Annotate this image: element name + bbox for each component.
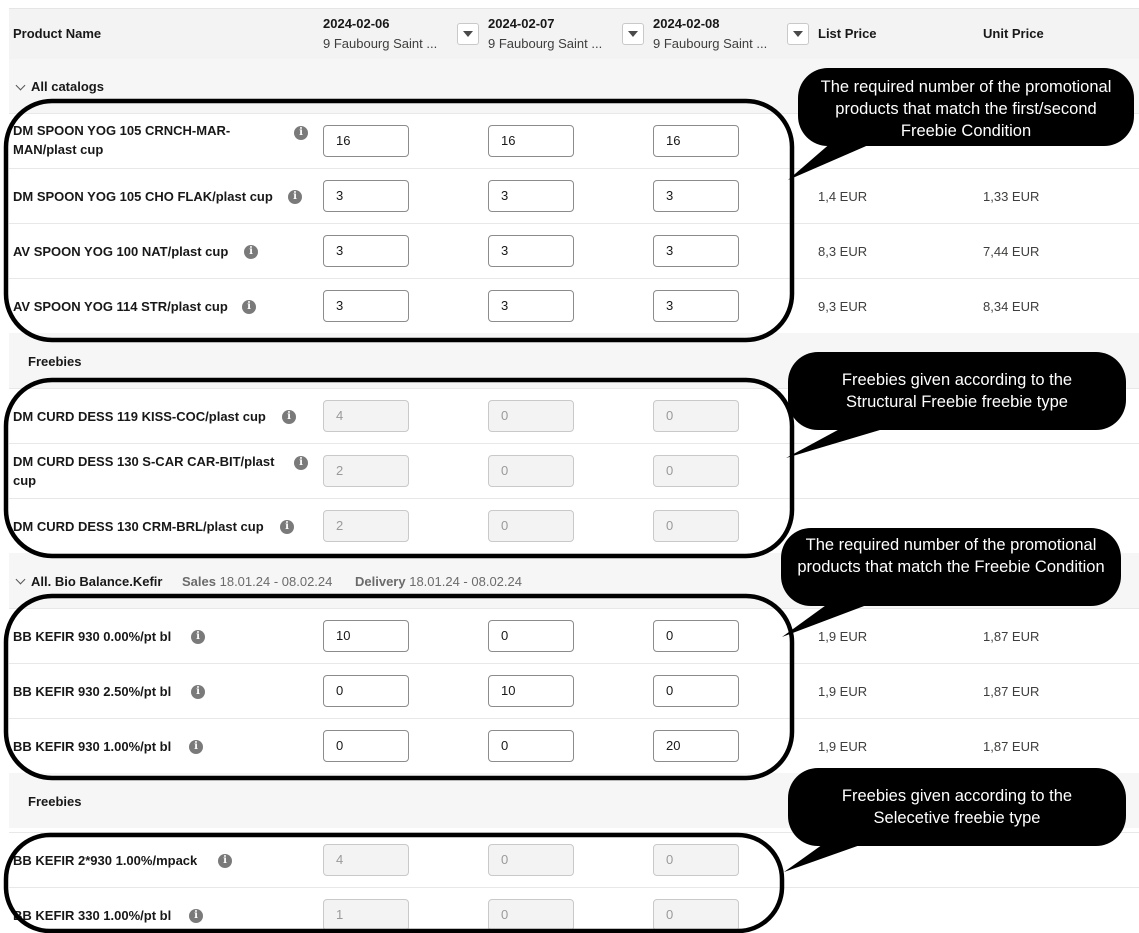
freebie-product-name: DM CURD DESS 119 KISS-COC/plast cup — [13, 409, 266, 424]
column-header-list-price[interactable]: List Price — [818, 26, 877, 41]
column-store-1: 9 Faubourg Saint ... — [323, 36, 438, 51]
product-name: BB KEFIR 930 1.00%/pt bl — [13, 739, 172, 754]
quantity-input[interactable]: 3 — [488, 180, 574, 212]
quantity-input[interactable]: 3 — [488, 235, 574, 267]
freebie-quantity-field: 4 — [323, 844, 409, 876]
freebie-quantity-field: 0 — [653, 400, 739, 432]
quantity-input[interactable]: 3 — [653, 180, 739, 212]
unit-price: 1,87 EUR — [983, 629, 1040, 644]
quantity-input[interactable]: 10 — [323, 620, 409, 652]
info-icon[interactable]: i — [191, 630, 205, 644]
freebie-quantity-field: 0 — [488, 899, 574, 931]
info-icon[interactable]: i — [294, 456, 308, 470]
quantity-input[interactable]: 0 — [653, 620, 739, 652]
freebie-quantity-field: 0 — [488, 844, 574, 876]
freebies-label: Freebies — [28, 354, 82, 369]
freebie-quantity-field: 0 — [653, 455, 739, 487]
list-price: 1,9 EUR — [818, 739, 868, 754]
product-name: AV SPOON YOG 100 NAT/plast cup — [13, 244, 229, 259]
info-icon[interactable]: i — [242, 300, 256, 314]
unit-price: 1,87 EUR — [983, 739, 1040, 754]
freebie-quantity-field: 0 — [488, 510, 574, 542]
quantity-input[interactable]: 20 — [653, 730, 739, 762]
annotation-callout: Freebies given according to the Structural Freebie freebie type — [788, 352, 1126, 430]
group-label-all-catalogs[interactable]: All catalogs — [31, 79, 104, 94]
quantity-input[interactable]: 0 — [323, 675, 409, 707]
freebie-quantity-field: 0 — [653, 510, 739, 542]
list-price: 1,9 EUR — [818, 629, 868, 644]
freebie-quantity-field: 0 — [488, 400, 574, 432]
annotation-outline — [6, 380, 792, 556]
product-name: DM SPOON YOG 105 CRNCH-MAR-MAN/plast cup — [13, 123, 231, 157]
quantity-input[interactable]: 16 — [653, 125, 739, 157]
freebie-quantity-field: 0 — [653, 844, 739, 876]
quantity-input[interactable]: 0 — [653, 675, 739, 707]
list-price: 9,3 EUR — [818, 299, 868, 314]
list-price: 1,4 EUR — [818, 189, 868, 204]
info-icon[interactable]: i — [282, 410, 296, 424]
freebie-quantity-field: 0 — [653, 899, 739, 931]
info-icon[interactable]: i — [191, 685, 205, 699]
quantity-input[interactable]: 3 — [323, 290, 409, 322]
delivery-label: Delivery — [355, 574, 406, 589]
freebie-product-name: DM CURD DESS 130 CRM-BRL/plast cup — [13, 519, 264, 534]
product-name: DM SPOON YOG 105 CHO FLAK/plast cup — [13, 189, 273, 204]
delivery-range: 18.01.24 - 08.02.24 — [409, 574, 522, 589]
product-name: AV SPOON YOG 114 STR/plast cup — [13, 299, 228, 314]
quantity-input[interactable]: 0 — [323, 730, 409, 762]
annotation-callout: The required number of the promotional products that match the Freebie Condition — [781, 528, 1121, 606]
freebie-product-name: BB KEFIR 2*930 1.00%/mpack — [13, 853, 198, 868]
product-name: BB KEFIR 930 2.50%/pt bl — [13, 684, 172, 699]
unit-price: 1,87 EUR — [983, 684, 1040, 699]
quantity-input[interactable]: 10 — [488, 675, 574, 707]
unit-price: 7,44 EUR — [983, 244, 1040, 259]
list-price: 8,3 EUR — [818, 244, 868, 259]
quantity-input[interactable]: 0 — [488, 620, 574, 652]
info-icon[interactable]: i — [218, 854, 232, 868]
sales-range: 18.01.24 - 08.02.24 — [219, 574, 333, 589]
quantity-input[interactable]: 0 — [488, 730, 574, 762]
freebie-product-name: BB KEFIR 330 1.00%/pt bl — [13, 908, 172, 923]
column-header-unit-price[interactable]: Unit Price — [983, 26, 1044, 41]
annotation-outline — [6, 596, 792, 778]
quantity-input[interactable]: 3 — [323, 235, 409, 267]
quantity-input[interactable]: 3 — [653, 235, 739, 267]
column-store-2: 9 Faubourg Saint ... — [488, 36, 603, 51]
freebie-quantity-field: 2 — [323, 455, 409, 487]
unit-price: 8,34 EUR — [983, 299, 1040, 314]
quantity-input[interactable]: 3 — [653, 290, 739, 322]
freebie-quantity-field: 2 — [323, 510, 409, 542]
info-icon[interactable]: i — [288, 190, 302, 204]
info-icon[interactable]: i — [189, 909, 203, 923]
product-name: BB KEFIR 930 0.00%/pt bl — [13, 629, 172, 644]
freebie-quantity-field: 0 — [488, 455, 574, 487]
info-icon[interactable]: i — [189, 740, 203, 754]
info-icon[interactable]: i — [280, 520, 294, 534]
freebie-quantity-field: 4 — [323, 400, 409, 432]
quantity-input[interactable]: 16 — [488, 125, 574, 157]
sales-label: Sales — [182, 574, 216, 589]
column-header-date-1: 2024-02-06 — [323, 16, 390, 31]
info-icon[interactable]: i — [244, 245, 258, 259]
annotation-outline — [6, 101, 792, 340]
column-header-date-2: 2024-02-07 — [488, 16, 555, 31]
quantity-input[interactable]: 3 — [323, 180, 409, 212]
annotation-callout: Freebies given according to the Selecetive freebie type — [788, 768, 1126, 846]
freebies-label: Freebies — [28, 794, 82, 809]
group-label-kefir[interactable]: All. Bio Balance.Kefir — [31, 574, 163, 589]
column-header-product-name[interactable]: Product Name — [13, 26, 102, 41]
freebie-product-name: DM CURD DESS 130 S-CAR CAR-BIT/plast cup — [13, 454, 275, 488]
unit-price: 1,33 EUR — [983, 189, 1040, 204]
freebie-quantity-field: 1 — [323, 899, 409, 931]
column-store-3: 9 Faubourg Saint ... — [653, 36, 768, 51]
list-price: 1,9 EUR — [818, 684, 868, 699]
info-icon[interactable]: i — [294, 126, 308, 140]
quantity-input[interactable]: 16 — [323, 125, 409, 157]
column-header-date-3: 2024-02-08 — [653, 16, 720, 31]
annotation-outline — [6, 835, 782, 931]
annotation-callout: The required number of the promotional products that match the first/second Freebie Condition — [798, 68, 1134, 146]
quantity-input[interactable]: 3 — [488, 290, 574, 322]
